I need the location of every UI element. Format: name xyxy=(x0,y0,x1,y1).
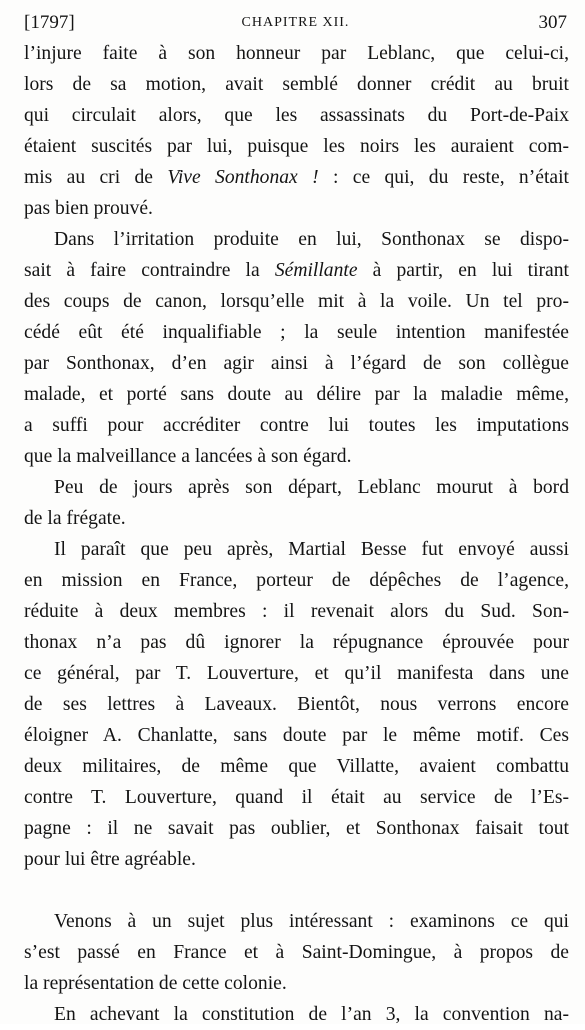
year-label: [1797] xyxy=(24,12,75,33)
text-line: deux militaires, de même que Villatte, avaient combattu xyxy=(24,756,569,777)
text-line: la représentation de cette colonie. xyxy=(24,973,287,994)
paragraph xyxy=(24,999,569,1030)
text-line: de la frégate. xyxy=(24,508,126,529)
text-line: pour lui être agréable. xyxy=(24,849,196,870)
text-line: pagne : il ne savait pas oublier, et Sonthonax faisait tout xyxy=(24,818,569,839)
text-line: en mission en France, porteur de dépêches de l’agence, xyxy=(24,570,569,591)
text-line: de ses lettres à Laveaux. Bientôt, nous verrons encore xyxy=(24,694,569,715)
paragraph xyxy=(24,38,569,224)
text-line: que la malveillance a lancées à son égard. xyxy=(24,446,352,467)
text-line: cédé eût été inqualifiable ; la seule intention manifestée xyxy=(24,322,569,343)
section-gap xyxy=(24,875,569,906)
text-line: étaient suscités par lui, puisque les noirs les auraient com- xyxy=(24,136,569,157)
text-line: En achevant la constitution de l’an 3, la convention na- xyxy=(54,1004,569,1025)
text-line: sait à faire contraindre la Sémillante à partir, en lui tirant xyxy=(24,260,569,281)
chapter-title: CHAPITRE XII. xyxy=(241,15,350,30)
text-line: malade, et porté sans doute au délire par la maladie même, xyxy=(24,384,569,405)
paragraph xyxy=(24,472,569,534)
text-line: pas bien prouvé. xyxy=(24,198,153,219)
running-head xyxy=(24,12,567,40)
text-line: Dans l’irritation produite en lui, Sonthonax se dispo- xyxy=(54,229,569,250)
text-line: l’injure faite à son honneur par Leblanc, que celui-ci, xyxy=(24,43,569,64)
page-number: 307 xyxy=(538,12,567,33)
text-line: Venons à un sujet plus intéressant : examinons ce qui xyxy=(54,911,569,932)
body-text xyxy=(24,38,569,1030)
italic-text: Vive Sonthonax ! xyxy=(167,167,319,188)
text-line: lors de sa motion, avait semblé donner crédit au bruit xyxy=(24,74,569,95)
text-line: s’est passé en France et à Saint-Domingue, à propos de xyxy=(24,942,569,963)
text-line: éloigner A. Chanlatte, sans doute par le même motif. Ces xyxy=(24,725,569,746)
text-line: Il paraît que peu après, Martial Besse fut envoyé aussi xyxy=(54,539,569,560)
text-line: contre T. Louverture, quand il était au service de l’Es- xyxy=(24,787,569,808)
text-line: a suffi pour accréditer contre lui toutes les imputations xyxy=(24,415,569,436)
text-line: des coups de canon, lorsqu’elle mit à la voile. Un tel pro- xyxy=(24,291,569,312)
text-line: réduite à deux membres : il revenait alors du Sud. Son- xyxy=(24,601,569,622)
text-line: par Sonthonax, d’en agir ainsi à l’égard de son collègue xyxy=(24,353,569,374)
italic-text: Sémillante xyxy=(274,260,358,281)
text-line: qui circulait alors, que les assassinats du Port-de-Paix xyxy=(24,105,569,126)
text-line: mis au cri de Vive Sonthonax ! : ce qui, du reste, n’était xyxy=(24,167,569,188)
text-line: Peu de jours après son départ, Leblanc mourut à bord xyxy=(54,477,569,498)
paragraph xyxy=(24,534,569,875)
paragraph xyxy=(24,224,569,472)
text-line: thonax n’a pas dû ignorer la répugnance éprouvée pour xyxy=(24,632,569,653)
paragraph xyxy=(24,906,569,999)
text-line: ce général, par T. Louverture, et qu’il manifesta dans une xyxy=(24,663,569,684)
